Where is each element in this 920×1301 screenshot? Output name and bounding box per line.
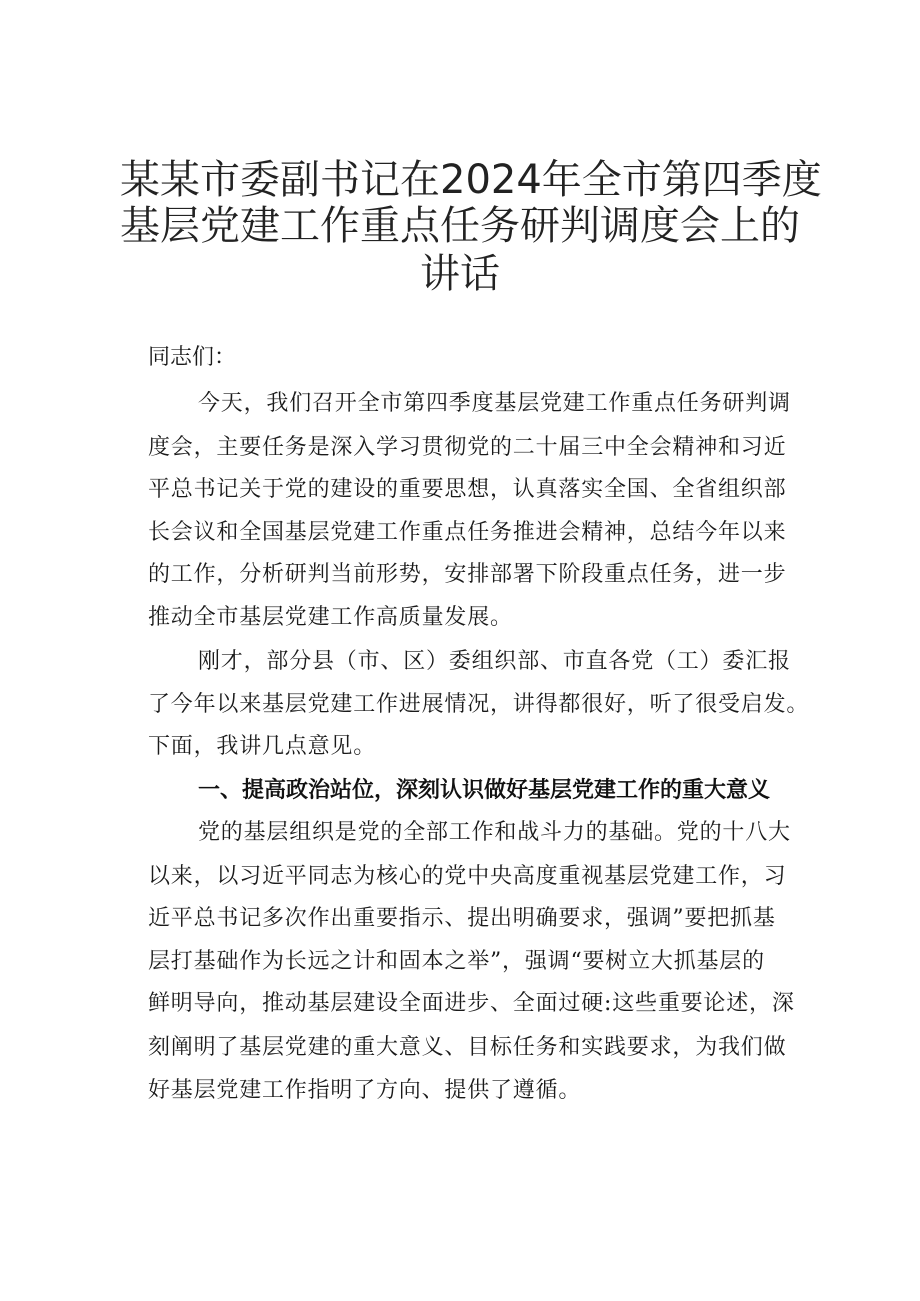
paragraph-2-line-3: 下面，我讲几点意见。 xyxy=(148,734,377,759)
section-1-line-6: 刻阐明了基层党建的重大意义、目标任务和实践要求，为我们做 xyxy=(148,1035,787,1060)
section-1-line-4: 层打基础作为长远之计和固本之举”，强调“要树立大抓基层的 xyxy=(148,949,765,974)
section-1-line-2: 以来，以习近平同志为核心的党中央高度重视基层党建工作，习 xyxy=(148,864,787,889)
section-1-heading: 一、提高政治站位，深刻认识做好基层党建工作的重大意义 xyxy=(198,778,771,803)
salutation: 同志们： xyxy=(148,345,237,370)
paragraph-1-line-1: 今天，我们召开全市第四季度基层党建工作重点任务研判调 xyxy=(198,391,791,416)
title-line-1: 某某市委副书记在2024年全市第四季度 xyxy=(120,157,822,203)
title-line-3: 讲话 xyxy=(420,251,500,297)
title-line-2: 基层党建工作重点任务研判调度会上的 xyxy=(120,203,800,249)
section-1-line-3: 近平总书记多次作出重要指示、提出明确要求，强调”要把抓基 xyxy=(148,906,776,931)
section-1-line-1: 党的基层组织是党的全部工作和战斗力的基础。党的十八大 xyxy=(198,820,791,845)
paragraph-1-line-5: 的工作，分析研判当前形势，安排部署下阶段重点任务，进一步 xyxy=(148,562,787,587)
paragraph-1-line-6: 推动全市基层党建工作高质量发展。 xyxy=(148,605,513,630)
paragraph-1-line-4: 长会议和全国基层党建工作重点任务推进会精神，总结今年以来 xyxy=(148,520,787,545)
section-1-line-5: 鲜明导向，推动基层建设全面进步、全面过硬:这些重要论述，深 xyxy=(148,991,795,1016)
paragraph-2-line-2: 了今年以来基层党建工作进展情况，讲得都很好，听了很受启发。 xyxy=(148,692,810,717)
paragraph-1-line-2: 度会，主要任务是深入学习贯彻党的二十届三中全会精神和习近 xyxy=(148,435,787,460)
paragraph-2-line-1: 刚才，部分县（市、区）委组织部、市直各党（工）委汇报 xyxy=(198,649,791,674)
section-1-line-7: 好基层党建工作指明了方向、提供了遵循。 xyxy=(148,1078,582,1103)
paragraph-1-line-3: 平总书记关于党的建设的重要思想，认真落实全国、全省组织部 xyxy=(148,477,787,502)
